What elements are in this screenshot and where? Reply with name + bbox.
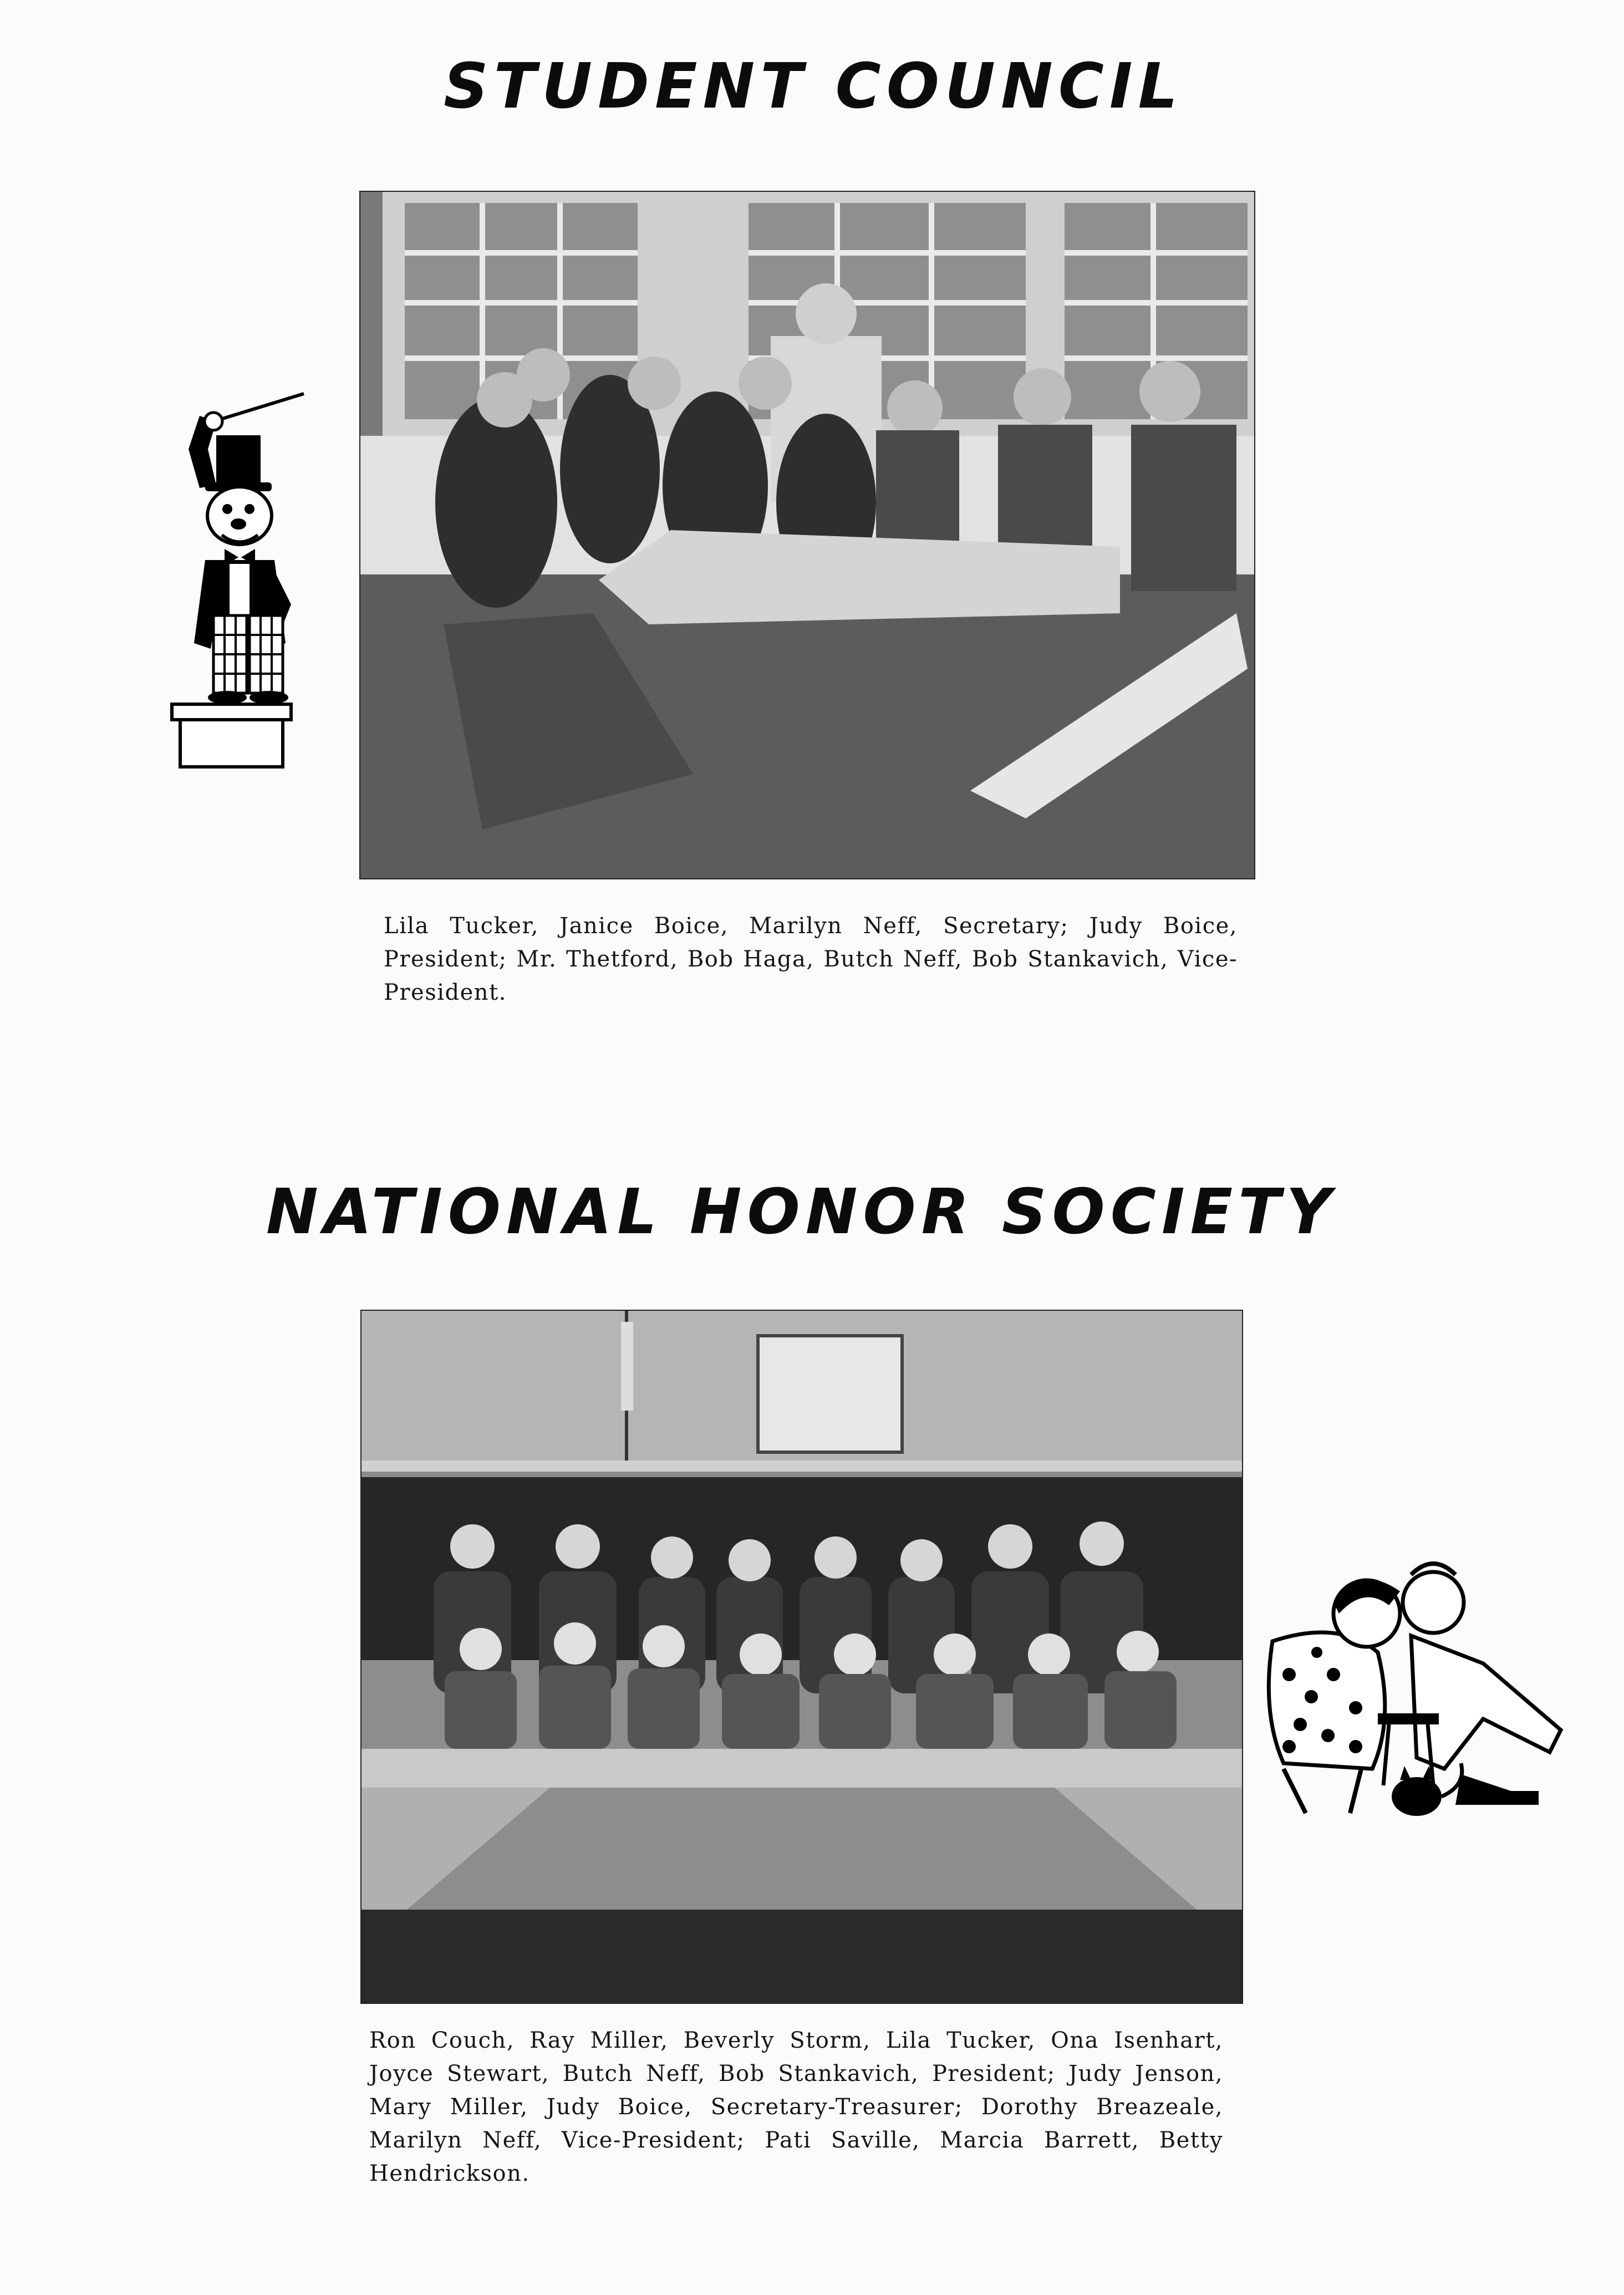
student-council-group-photo [359,191,1255,879]
student-council-caption: Lila Tucker, Janice Boice, Marilyn Neff, Secretary; Judy Boice, President; Mr. Thetford, Bob Haga, Butch Neff, Bob Stankavich, Vice-President. [384,913,1238,1005]
honor-society-group-photo [360,1310,1243,2004]
conductor-cartoon-illustration [161,383,305,771]
honor-society-caption: Ron Couch, Ray Miller, Beverly Storm, Lila Tucker, Ona Isenhart, Joyce Stewart, Butch Neff, Bob Stankavich, President; Judy Jenson, Mary Miller, Judy Boice, Secretary-Treasurer; Dorothy Breazeale, Marilyn Neff, Vice-President; Pati Saville, Marcia Barrett, Betty Hendrickson. [369,2028,1223,2186]
couple-cartoon-illustration [1250,1553,1577,1830]
student-council-heading: STUDENT COUNCIL [444,50,1183,123]
honor-society-heading: NATIONAL HONOR SOCIETY [266,1176,1337,1248]
